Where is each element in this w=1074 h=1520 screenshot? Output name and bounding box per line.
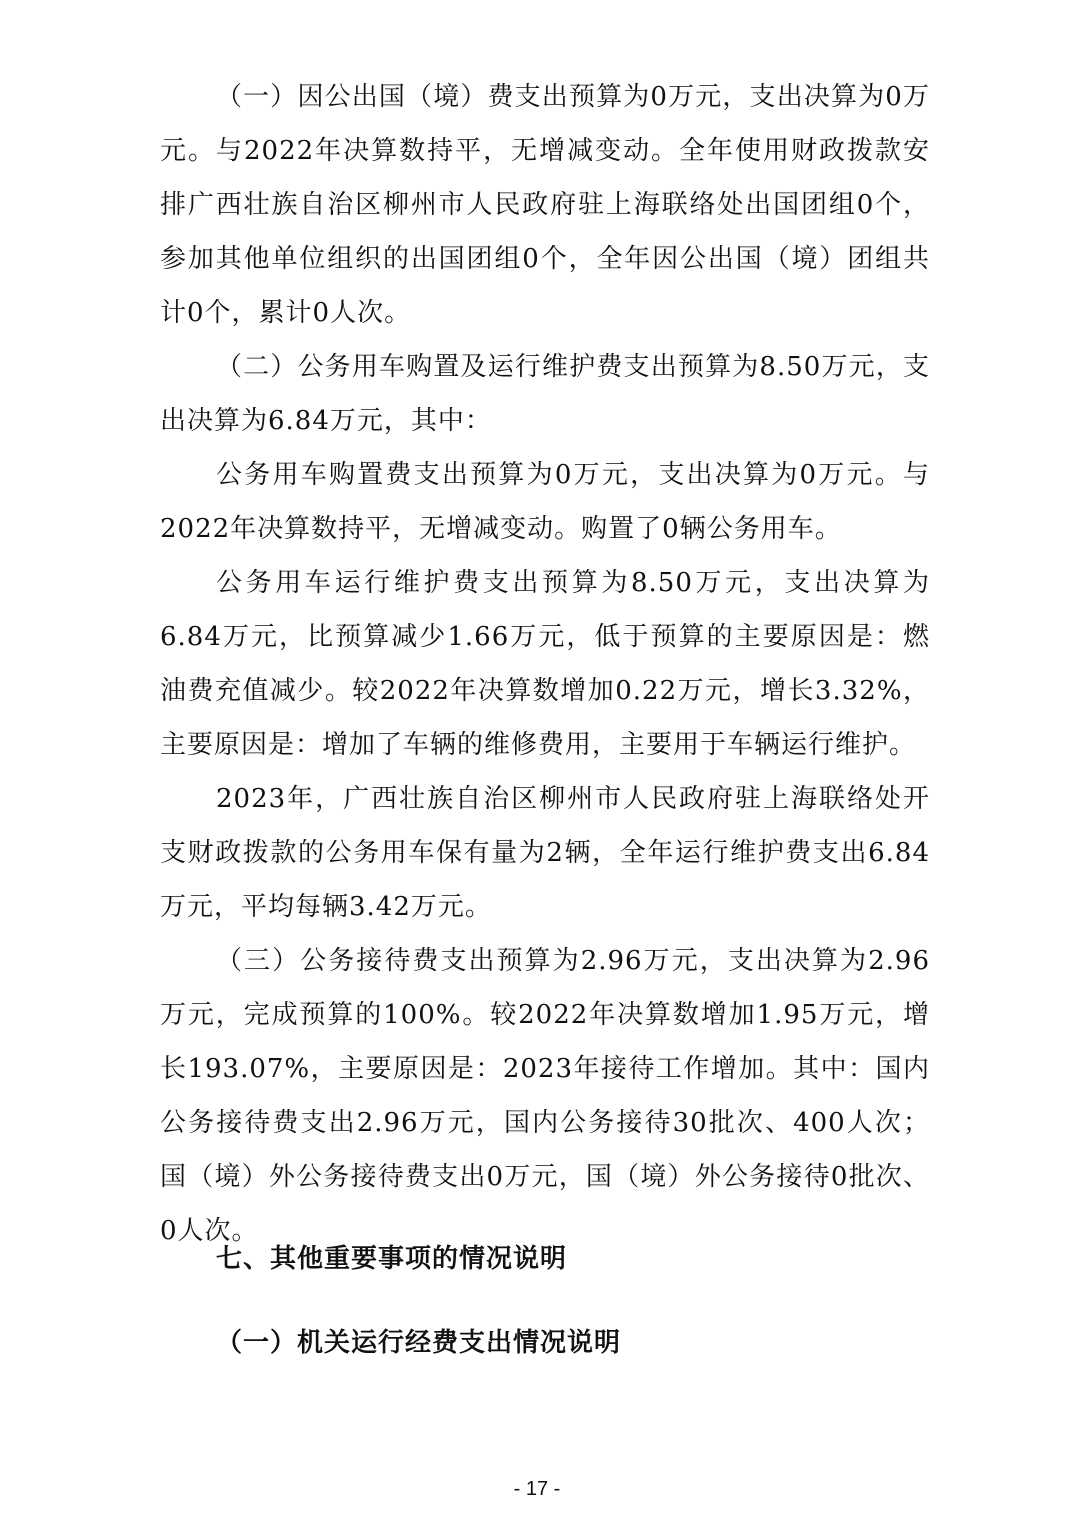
section-heading: 七、其他重要事项的情况说明 xyxy=(216,1244,568,1274)
subsection-heading: （一）机关运行经费支出情况说明 xyxy=(216,1328,622,1358)
paragraph-vehicle-purchase: 公务用车购置费支出预算为0万元，支出决算为0万元。与2022年决算数持平，无增减变动。购置了0辆公务用车。 xyxy=(160,460,930,544)
paragraph-reception: （三）公务接待费支出预算为2.96万元，支出决算为2.96万元，完成预算的100%。较2022年决算数增加1.95万元，增长193.07%，主要原因是：2023年接待工作增加。其中：国内公务接待费支出2.96万元，国内公务接待30批次、400人次；国（境）外公务接待费支出0万元，国（境）外公务接待0批次、0人次。 xyxy=(160,946,930,1246)
paragraph-vehicle-maintenance: 公务用车运行维护费支出预算为8.50万元，支出决算为6.84万元，比预算减少1.66万元，低于预算的主要原因是：燃油费充值减少。较2022年决算数增加0.22万元，增长3.32%，主要原因是：增加了车辆的维修费用，主要用于车辆运行维护。 xyxy=(160,568,930,760)
paragraph-vehicle-holdings: 2023年，广西壮族自治区柳州市人民政府驻上海联络处开支财政拨款的公务用车保有量为2辆，全年运行维护费支出6.84万元，平均每辆3.42万元。 xyxy=(160,784,930,922)
paragraph-vehicle-summary: （二）公务用车购置及运行维护费支出预算为8.50万元，支出决算为6.84万元，其中： xyxy=(160,352,930,436)
paragraph-overseas-travel: （一）因公出国（境）费支出预算为0万元，支出决算为0万元。与2022年决算数持平，无增减变动。全年使用财政拨款安排广西壮族自治区柳州市人民政府驻上海联络处出国团组0个，参加其他单位组织的出国团组0个，全年因公出国（境）团组共计0个，累计0人次。 xyxy=(160,82,930,328)
page-number: - 17 - xyxy=(513,1478,561,1500)
